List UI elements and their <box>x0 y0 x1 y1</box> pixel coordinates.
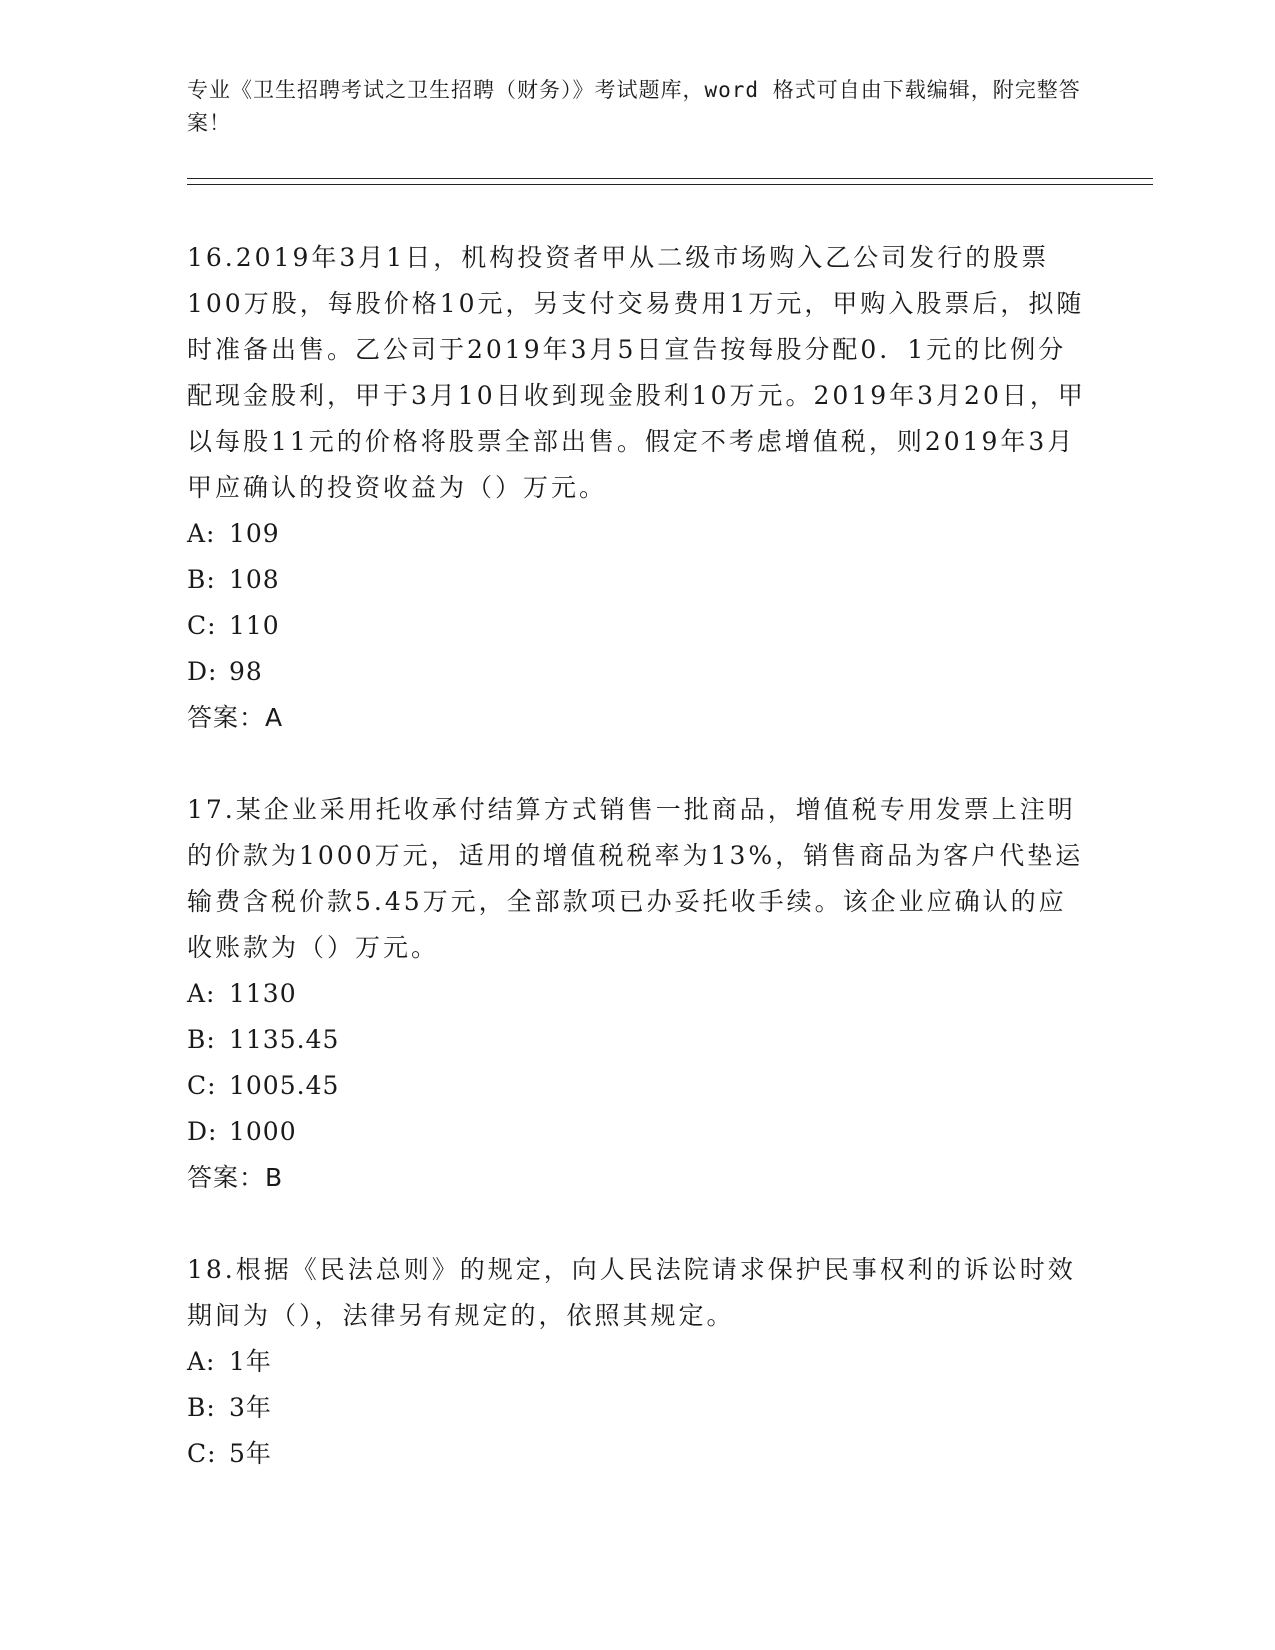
question-16 <box>187 235 1087 741</box>
header-divider-double <box>187 184 1153 185</box>
option-label: D: <box>187 1117 218 1146</box>
answer-prefix: 答案： <box>187 703 266 732</box>
option-text: 1000 <box>229 1117 297 1146</box>
option-b <box>187 557 1087 603</box>
answer-line <box>187 1155 1087 1201</box>
question-18 <box>187 1247 1087 1477</box>
option-text: 1130 <box>229 979 297 1008</box>
option-label: B: <box>187 565 216 594</box>
option-label: A: <box>187 519 216 548</box>
option-b <box>187 1017 1087 1063</box>
option-label: B: <box>187 1393 216 1422</box>
option-c <box>187 1431 1087 1477</box>
option-text: 1005.45 <box>229 1071 340 1100</box>
option-a <box>187 1339 1087 1385</box>
option-label: C: <box>187 1071 217 1100</box>
option-label: C: <box>187 611 217 640</box>
option-text: 3年 <box>229 1393 272 1422</box>
option-label: C: <box>187 1439 217 1468</box>
option-label: A: <box>187 979 216 1008</box>
option-text: 109 <box>229 519 280 548</box>
option-text: 5年 <box>229 1439 272 1468</box>
option-text: 108 <box>229 565 280 594</box>
answer-value: A <box>265 703 284 732</box>
answer-value: B <box>265 1163 284 1192</box>
option-text: 1135.45 <box>229 1025 340 1054</box>
option-a <box>187 971 1087 1017</box>
question-17 <box>187 787 1087 1201</box>
option-a <box>187 511 1087 557</box>
option-c <box>187 603 1087 649</box>
answer-prefix: 答案： <box>187 1163 266 1192</box>
question-stem: 17.某企业采用托收承付结算方式销售一批商品，增值税专用发票上注明的价款为1000万元，适用的增值税税率为13%，销售商品为客户代垫运输费含税价款5.45万元，全部款项已办妥托收手续。该企业应确认的应收账款为（）万元。 <box>187 795 1084 962</box>
option-text: 1年 <box>229 1347 272 1376</box>
option-label: A: <box>187 1347 216 1376</box>
option-label: B: <box>187 1025 216 1054</box>
option-d <box>187 649 1087 695</box>
option-d <box>187 1109 1087 1155</box>
question-list <box>187 235 1087 1523</box>
option-label: D: <box>187 657 218 686</box>
page-header: 专业《卫生招聘考试之卫生招聘（财务）》考试题库，word 格式可自由下载编辑，附完整答案！ <box>187 78 1081 135</box>
header-divider <box>187 178 1153 179</box>
question-stem: 16.2019年3月1日，机构投资者甲从二级市场购入乙公司发行的股票100万股，每股价格10元，另支付交易费用1万元，甲购入股票后，拟随时准备出售。乙公司于2019年3月5日宣告按每股分配0．1元的比例分配现金股利，甲于3月10日收到现金股利10万元。2019年3月20日，甲以每股11元的价格将股票全部出售。假定不考虑增值税，则2019年3月甲应确认的投资收益为（）万元。 <box>187 243 1086 502</box>
option-b <box>187 1385 1087 1431</box>
option-c <box>187 1063 1087 1109</box>
option-text: 110 <box>229 611 280 640</box>
answer-line <box>187 695 1087 741</box>
question-stem: 18.根据《民法总则》的规定，向人民法院请求保护民事权利的诉讼时效期间为（），法律另有规定的，依照其规定。 <box>187 1255 1076 1330</box>
option-text: 98 <box>229 657 263 686</box>
